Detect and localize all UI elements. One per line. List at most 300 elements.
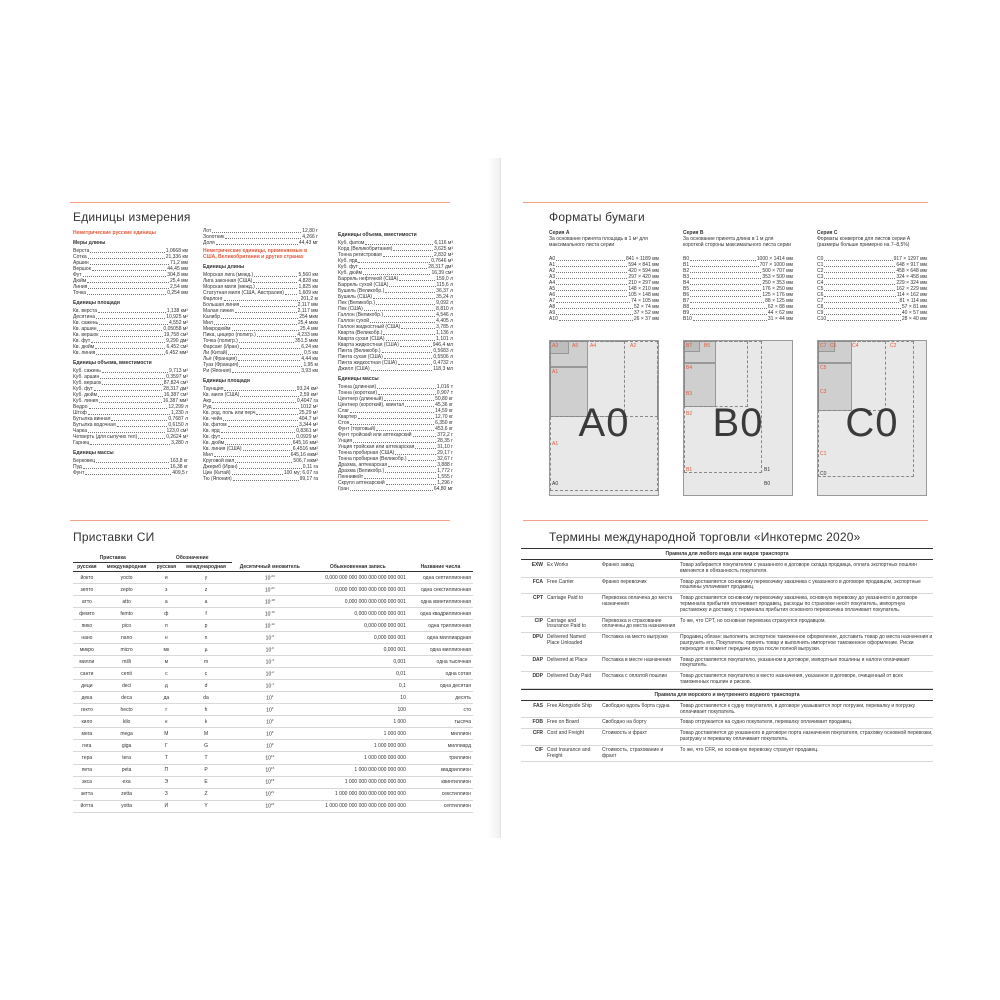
- unit-name: Квартер: [338, 414, 357, 420]
- si-multiplier: $10^{-9}$: [232, 632, 308, 644]
- unit-name: A9: [549, 310, 556, 316]
- unit-name: Бутылка водочная: [73, 422, 116, 428]
- right-page: [501, 158, 953, 838]
- unit-value: 4,266 г: [302, 234, 318, 240]
- si-cell: нано: [73, 632, 101, 644]
- si-cell: пико: [73, 620, 101, 632]
- si-cell: н: [152, 632, 180, 644]
- si-cell: йокто: [73, 572, 101, 584]
- si-cell: k: [180, 716, 232, 728]
- unit-group-title: Единицы площади: [73, 300, 120, 306]
- series-c-diagram: C7 C6 C4 C2 C5 C3 C1 C0 C0: [817, 340, 927, 496]
- si-row: [73, 764, 473, 776]
- si-cell: 0,001: [308, 656, 408, 668]
- unit-name: Акр: [203, 398, 212, 404]
- unit-value: 917 × 1297 мм: [893, 256, 927, 262]
- unit-value: 353 × 500 мм: [762, 274, 793, 280]
- unit-name: Линия: [73, 284, 88, 290]
- si-cell: kilo: [101, 716, 153, 728]
- unit-value: 100 му; 6,07 га: [283, 470, 318, 476]
- unit-value: 40 × 57 мм: [901, 310, 927, 316]
- incoterm-ru: Франко завод: [602, 562, 634, 568]
- si-multiplier: $10^1$: [232, 692, 308, 704]
- si-row: [73, 584, 473, 596]
- unit-value: 29,17 г: [437, 450, 453, 456]
- unit-value: 57 × 81 мм: [901, 304, 927, 310]
- unit-name: Мил: [203, 320, 213, 326]
- incoterm-ru: Поставка с оплатой пошлин: [602, 673, 668, 680]
- si-cell: 0,000 001: [308, 644, 408, 656]
- si-cell: 1 000: [308, 716, 408, 728]
- si-cell: одна миллиардная: [408, 632, 473, 644]
- si-cell: одна миллионная: [408, 644, 473, 656]
- unit-value: 2,117 мм: [297, 302, 318, 308]
- unit-name: Фунт тройский или аптекарский: [338, 432, 412, 438]
- si-cell: zetta: [101, 788, 153, 800]
- unit-name: Кв. чейн: [203, 416, 223, 422]
- unit-row: [203, 240, 318, 246]
- si-cell: Э: [152, 776, 180, 788]
- unit-value: 16,39 см³: [431, 270, 453, 276]
- unit-value: 250 × 353 мм: [762, 280, 793, 286]
- incoterm-en: Cost and Freight: [547, 730, 584, 737]
- paper-series-name: Серия А: [549, 230, 570, 236]
- unit-name: Берковец: [73, 458, 96, 464]
- paper-title: Форматы бумаги: [549, 210, 645, 224]
- incoterm-code: CPT: [533, 595, 543, 602]
- incoterm-ru: Стоимость и фрахт: [602, 730, 648, 737]
- unit-name: Аршин: [73, 260, 89, 266]
- si-cell: мега: [73, 728, 101, 740]
- unit-value: 6,116 м³: [434, 240, 453, 246]
- unit-name: A5: [549, 286, 556, 292]
- units-title: Единицы измерения: [73, 210, 191, 224]
- unit-name: B6: [683, 292, 690, 298]
- unit-value: 0,05058 м²: [163, 326, 188, 332]
- si-multiplier: $10^3$: [232, 716, 308, 728]
- unit-name: Кварта (Великобр.): [338, 330, 383, 336]
- unit-name: Галлон жидкостный (США): [338, 324, 401, 330]
- incoterm-desc: Товар доставляется к судну покупателя, в договоре указывается порт погрузки, перевалку и погрузку оплачивает покупатель.: [680, 702, 916, 715]
- unit-name: Точка: [73, 290, 87, 296]
- incoterm-en: Free on Board: [547, 719, 579, 726]
- si-cell: 0,000 000 000 000 000 000 000 001: [308, 572, 408, 584]
- si-cell: nano: [101, 632, 153, 644]
- si-cell: pico: [101, 620, 153, 632]
- unit-value: 297 × 420 мм: [628, 274, 659, 280]
- unit-name: B10: [683, 316, 692, 322]
- si-cell: E: [180, 776, 232, 788]
- unit-name: Кв. миля (США): [203, 392, 240, 398]
- unit-value: 118,3 мл: [433, 366, 453, 372]
- unit-value: 0,2624 м³: [166, 434, 188, 440]
- si-cell: сто: [408, 704, 473, 716]
- si-head-multiplier: Десятичный множитель: [232, 554, 308, 572]
- si-cell: а: [152, 596, 180, 608]
- unit-value: 99,17 га: [299, 476, 318, 482]
- unit-value: 0,254 мм: [167, 290, 188, 296]
- si-head-sym-intl: международная: [180, 563, 232, 572]
- unit-value: 0,3597 м³: [166, 374, 188, 380]
- unit-group-title: Единицы объема, вместимости: [338, 232, 417, 238]
- unit-name: Доля: [203, 240, 215, 246]
- unit-row: [73, 290, 188, 296]
- unit-name: B5: [683, 286, 690, 292]
- unit-name: Кв. род, поль или перч: [203, 410, 256, 416]
- incoterm-en: Delivered at Place: [547, 656, 588, 663]
- si-cell: микро: [73, 644, 101, 656]
- unit-value: 0,5 км: [304, 350, 318, 356]
- incoterm-code: CIP: [534, 617, 543, 624]
- unit-value: 4,44 км: [301, 356, 318, 362]
- si-cell: квадриллион: [408, 764, 473, 776]
- units-column-2: [203, 228, 318, 482]
- unit-name: A2: [549, 268, 556, 274]
- si-cell: femto: [101, 608, 153, 620]
- notebook-spread: [48, 158, 953, 838]
- si-cell: µ: [180, 644, 232, 656]
- incoterm-desc: Товар доставляется покупателю, указанном в договоре, импортные пошлины и налоги оплачивает покупатель.: [680, 656, 910, 669]
- unit-name: Сотка: [73, 254, 87, 260]
- si-multiplier: $10^9$: [232, 740, 308, 752]
- unit-name: Пек (Великобр.): [338, 300, 375, 306]
- incoterm-en: Free Alongside Ship: [547, 702, 592, 709]
- unit-value: 162 × 229 мм: [896, 286, 927, 292]
- incoterm-ru: Франко перевозчик: [602, 578, 647, 585]
- paper-series-column: [817, 230, 927, 322]
- unit-value: 707 × 1000 мм: [759, 262, 793, 268]
- si-cell: одна квадриллионная: [408, 608, 473, 620]
- si-row: [73, 572, 473, 584]
- unit-name: Галлон сухой: [338, 318, 370, 324]
- unit-name: B4: [683, 280, 690, 286]
- unit-name: Скрупл аптекарский: [338, 480, 385, 486]
- si-cell: М: [152, 728, 180, 740]
- unit-value: 210 × 297 мм: [628, 280, 659, 286]
- incoterm-desc: Товар забирается покупателем с указанного в договоре склада продавца, оплата экспортных пошлин вменяется в обязанность покупателя.: [680, 562, 917, 574]
- incoterm-code: FOB: [532, 719, 543, 726]
- si-cell: micro: [101, 644, 153, 656]
- unit-name: Пеннивейт: [338, 474, 364, 480]
- unit-value: 458 × 648 мм: [896, 268, 927, 274]
- si-head-symbol: Обозначение: [152, 554, 231, 563]
- unit-name: A7: [549, 298, 556, 304]
- incoterms-title: Термины международной торговли «Инкотермс 2020»: [549, 530, 861, 544]
- si-cell: ф: [152, 608, 180, 620]
- si-cell: zepto: [101, 584, 153, 596]
- si-cell: зепто: [73, 584, 101, 596]
- unit-value: 12,70 кг: [435, 414, 453, 420]
- incoterm-row: [521, 672, 933, 689]
- unit-name: Кв. аршин: [73, 326, 97, 332]
- si-cell: миллиард: [408, 740, 473, 752]
- si-row: [73, 668, 473, 680]
- unit-name: Фарлонг: [203, 296, 223, 302]
- unit-value: 50,80 кг: [435, 396, 453, 402]
- unit-name: Таунщип: [203, 386, 224, 392]
- unit-name: Кв. ярд: [203, 428, 220, 434]
- si-cell: milli: [101, 656, 153, 668]
- unit-value: 372,2 г: [437, 432, 453, 438]
- si-row: [73, 692, 473, 704]
- incoterm-desc: Товар доставляется основному перевозчику заказчика с указанного в договоре продавцом, экспортные пошлины уплачивает продавец.: [680, 578, 921, 591]
- unit-name: Ведро: [73, 404, 88, 410]
- unit-name: Гарнец: [73, 440, 90, 446]
- incoterm-ru: Перевозка и страхование оплачены до места назначения: [602, 617, 676, 630]
- unit-value: 6,24 км: [301, 344, 318, 350]
- unit-value: 28,317 дм³: [428, 264, 453, 270]
- incoterm-code: FAS: [533, 702, 543, 709]
- si-multiplier: $10^{-2}$: [232, 668, 308, 680]
- unit-name: Центнер (длинный): [338, 396, 384, 402]
- unit-value: 254 мкм: [299, 314, 318, 320]
- unit-group-title: Меры длины: [73, 240, 106, 246]
- unit-name: B2: [683, 268, 690, 274]
- unit-row: [338, 366, 453, 372]
- unit-row: [73, 470, 188, 476]
- incoterm-code: EXW: [531, 562, 543, 568]
- incoterm-code: CIF: [534, 746, 543, 753]
- si-title: Приставки СИ: [73, 530, 155, 544]
- si-cell: с: [152, 668, 180, 680]
- unit-name: Унция тройская или аптекарская: [338, 444, 415, 450]
- incoterm-row: [521, 561, 933, 578]
- unit-name: Куб. дюйм: [73, 392, 98, 398]
- unit-name: C9: [817, 310, 824, 316]
- unit-value: 19,758 см²: [163, 332, 188, 338]
- incoterm-ru: Свободно на борту: [602, 719, 647, 726]
- si-cell: 0,01: [308, 668, 408, 680]
- unit-name: Кв. фут: [203, 434, 221, 440]
- unit-name: Драхма, аптекарская: [338, 462, 388, 468]
- unit-value: 28 × 40 мм: [901, 316, 927, 322]
- unit-value: 36,37 л: [436, 288, 453, 294]
- si-cell: yotta: [101, 800, 153, 812]
- unit-name: C5: [817, 286, 824, 292]
- unit-name: Фут: [73, 272, 82, 278]
- unit-value: 3,888 г: [437, 462, 453, 468]
- unit-value: 115,6 л: [436, 282, 453, 288]
- unit-name: Туаз (Франция): [203, 362, 239, 368]
- incoterm-row: [521, 746, 933, 763]
- unit-row: [683, 316, 793, 322]
- si-row: [73, 728, 473, 740]
- si-cell: одна тысячная: [408, 656, 473, 668]
- unit-value: 0,5506 л: [433, 354, 453, 360]
- incoterm-row: [521, 718, 933, 729]
- incoterm-desc: Товар отгружается на судно покупателя, перевалку оплачивает продавец.: [680, 719, 853, 726]
- unit-value: 74 × 105 мм: [631, 298, 659, 304]
- unit-value: 1,772 г: [437, 468, 453, 474]
- unit-value: 1,0668 км: [165, 248, 188, 254]
- unit-name: Точка (полигр.): [203, 338, 238, 344]
- unit-value: 25,4 мм: [170, 278, 188, 284]
- si-cell: exa: [101, 776, 153, 788]
- si-multiplier: $10^{-15}$: [232, 608, 308, 620]
- si-cell: p: [180, 620, 232, 632]
- si-cell: г: [152, 704, 180, 716]
- unit-value: 1,555 г: [437, 474, 453, 480]
- unit-name: Бушель (США): [338, 294, 373, 300]
- top-rule: [70, 202, 450, 203]
- unit-row: [203, 476, 318, 482]
- unit-group-title: Единицы площади: [203, 378, 250, 384]
- unit-value: 2,832 м³: [433, 252, 453, 258]
- si-cell: кило: [73, 716, 101, 728]
- unit-value: 16,38 кг: [170, 464, 188, 470]
- unit-name: Фунт: [73, 470, 85, 476]
- unit-name: Кварта сухая (США): [338, 336, 385, 342]
- unit-value: 229 × 324 мм: [896, 280, 927, 286]
- si-multiplier: $10^{15}$: [232, 764, 308, 776]
- unit-name: Большая линия: [203, 302, 240, 308]
- unit-value: 71,2 мм: [170, 260, 188, 266]
- si-rule: [70, 520, 450, 521]
- unit-value: 4,233 мм: [297, 332, 318, 338]
- paper-series-desc: За основание принята длина в 1 м для короткой стороны максимального листа серии: [683, 236, 791, 248]
- unit-name: Верста: [73, 248, 90, 254]
- unit-value: 4,828 км: [298, 278, 318, 284]
- unit-name: Пика, цицеро (полигр.): [203, 332, 256, 338]
- si-cell: тера: [73, 752, 101, 764]
- si-multiplier: $10^{24}$: [232, 800, 308, 812]
- unit-name: Кв. фатом: [203, 422, 227, 428]
- si-cell: триллион: [408, 752, 473, 764]
- unit-value: 3,280 л: [171, 440, 188, 446]
- si-cell: 1 000 000: [308, 728, 408, 740]
- si-cell: 1 000 000 000: [308, 740, 408, 752]
- unit-value: 1,016 т: [436, 384, 453, 390]
- unit-value: 1,138 км²: [166, 308, 188, 314]
- unit-value: 16,387 мм³: [162, 398, 188, 404]
- unit-value: 176 × 250 мм: [762, 286, 793, 292]
- si-cell: 0,1: [308, 680, 408, 692]
- si-cell: m: [180, 656, 232, 668]
- si-cell: гига: [73, 740, 101, 752]
- si-multiplier: $10^{-24}$: [232, 572, 308, 584]
- unit-value: 324 × 458 мм: [896, 274, 927, 280]
- series-b-diagram: B7 B5 B4 B3 B2 B1 B1 B0 B0: [683, 340, 793, 496]
- unit-row: [817, 316, 927, 322]
- si-cell: милли: [73, 656, 101, 668]
- si-cell: y: [180, 572, 232, 584]
- unit-value: 125 × 176 мм: [762, 292, 793, 298]
- incoterm-en: Cost Insurance and Freight: [547, 746, 591, 759]
- unit-name: Джилл (США): [338, 366, 370, 372]
- paper-series-desc: За основание принята площадь в 1 м² для максимального листа серии: [549, 236, 648, 248]
- unit-name: B1: [683, 262, 690, 268]
- unit-value: 0,907 т: [436, 390, 453, 396]
- si-cell: Г: [152, 740, 180, 752]
- incoterm-desc: То же, что CPT, но основная перевозка страхуется продавцом.: [680, 617, 826, 624]
- unit-name: Круговой мил: [203, 458, 235, 464]
- unit-name: Баррель сухой (США): [338, 282, 389, 288]
- unit-value: 0,7687 л: [168, 416, 188, 422]
- unit-value: 25,4 мм: [300, 326, 318, 332]
- incoterm-code: DAP: [532, 656, 543, 663]
- incoterm-en: Carriage Paid to: [547, 595, 584, 602]
- unit-value: 4,546 л: [436, 312, 453, 318]
- incoterm-ru: Поставка на место выгрузки: [602, 634, 668, 641]
- si-cell: з: [152, 584, 180, 596]
- unit-value: 1,95 м: [303, 362, 318, 368]
- unit-value: 14,59 кг: [435, 408, 453, 414]
- si-cell: одна квинтиллионная: [408, 596, 473, 608]
- unit-value: 44,43 мг: [298, 240, 318, 246]
- unit-name: Четверть (для сыпучих тел): [73, 434, 138, 440]
- si-cell: hecto: [101, 704, 153, 716]
- unit-value: 1,136 л: [436, 330, 453, 336]
- incoterm-desc: Товар доставляется покупателю в место назначения, указанное в договоре, очищенный от всех таможенных пошлин и рисков.: [680, 673, 903, 685]
- si-head-standard: Обыкновенная запись: [308, 554, 408, 572]
- unit-value: 0,8361 м²: [296, 428, 318, 434]
- unit-value: 648 × 917 мм: [896, 262, 927, 268]
- unit-name: B7: [683, 298, 690, 304]
- unit-value: 81 × 114 мм: [899, 298, 927, 304]
- paper-series-desc: Форматы конвертов для листов серии А (размеры больше примерно на 7–8,5%): [817, 236, 911, 248]
- unit-value: 28,317 дм³: [163, 386, 188, 392]
- unit-value: 4,552 м²: [168, 320, 188, 326]
- unit-name: Куб. фут: [338, 264, 358, 270]
- si-cell: yocto: [101, 572, 153, 584]
- unit-value: 1,230 л: [171, 410, 188, 416]
- si-cell: зетта: [73, 788, 101, 800]
- unit-value: 35,24 л: [436, 294, 453, 300]
- unit-name: Куб. аршин: [73, 374, 100, 380]
- unit-value: 1000 × 1414 мм: [756, 256, 793, 262]
- unit-value: 1,609 км: [298, 290, 318, 296]
- incoterm-en: Free Carrier: [547, 578, 574, 585]
- incoterm-code: FCA: [532, 578, 543, 585]
- si-cell: фемто: [73, 608, 101, 620]
- unit-value: 31,10 г: [437, 444, 453, 450]
- unit-value: 10,925 м²: [166, 314, 188, 320]
- si-cell: септиллион: [408, 800, 473, 812]
- si-head-ru: русская: [73, 563, 101, 572]
- si-cell: peta: [101, 764, 153, 776]
- unit-row: [203, 368, 318, 374]
- unit-name: Стон: [338, 420, 350, 426]
- unit-value: 87,824 см³: [163, 380, 188, 386]
- si-cell: экса: [73, 776, 101, 788]
- si-multiplier: $10^{-6}$: [232, 644, 308, 656]
- unit-name: Кв. линия: [73, 350, 96, 356]
- unit-value: 3,785 л: [436, 324, 453, 330]
- si-head-name: Название числа: [408, 554, 473, 572]
- unit-name: Куб. дюйм: [338, 270, 363, 276]
- incoterm-en: Carriage and Insurance Paid to: [547, 617, 586, 630]
- si-multiplier: $10^{-21}$: [232, 584, 308, 596]
- incoterm-en: Delivered Duty Paid: [547, 673, 592, 680]
- unit-name: A10: [549, 316, 558, 322]
- units-column-1: [73, 228, 188, 476]
- unit-name: C1: [817, 262, 824, 268]
- unit-value: 0,11 га: [302, 464, 318, 470]
- si-cell: M: [180, 728, 232, 740]
- unit-name: Штоф: [73, 410, 87, 416]
- unit-name: Руд: [203, 404, 212, 410]
- si-cell: T: [180, 752, 232, 764]
- si-cell: гекто: [73, 704, 101, 716]
- unit-value: 163,8 кг: [170, 458, 188, 464]
- unit-group-title: Единицы длины: [203, 264, 245, 270]
- unit-name: A3: [549, 274, 556, 280]
- si-cell: да: [152, 692, 180, 704]
- unit-value: 25,29 м²: [298, 410, 318, 416]
- unit-value: 594 × 841 мм: [628, 262, 659, 268]
- unit-name: A8: [549, 304, 556, 310]
- unit-value: 45,36 кг: [435, 402, 453, 408]
